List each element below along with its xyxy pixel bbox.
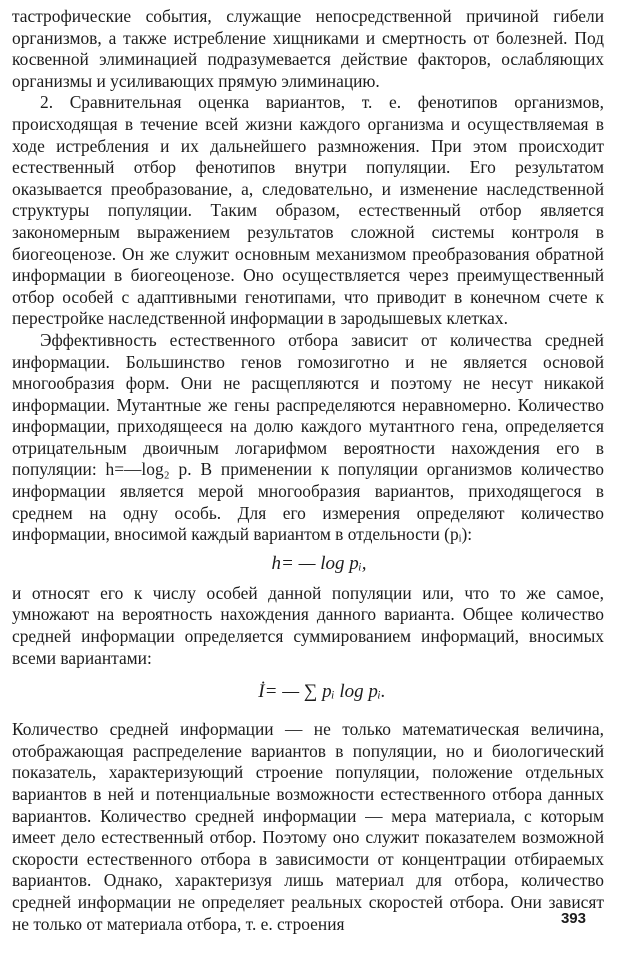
paragraph-3: Эффективность естественного отбора зависит от количества средней информации. Большинство генов гомозиготно и не является основой многообразия форм. Они не расщепляются и поэтому не несут никакой информации. Мутантные же гены распределяются неравномерно. Количество информации, приходящееся на долю каждого мутантного гена, определяется отрицательным двоичным логарифмом вероятности нахождения его в популяции: h=—log₂ p. В применении к популяции организмов количество информации является мерой многообразия вариантов, приходящегося в среднем на одну особь. Для его измерения определяют количество информации, вносимой каждый вариантом в отдельности (pᵢ): [12, 329, 604, 545]
paragraph-2: 2. Сравнительная оценка вариантов, т. е. фенотипов организмов, происходящая в течение всей жизни каждого организма и осуществляемая в ходе истребления и их дальнейшего размножения. При этом происходит естественный отбор фенотипов внутри популяции. Его результатом оказывается преобразование, а, следовательно, и изменение наследственной структуры популяции. Таким образом, естественный отбор является закономерным выражением результатов сложной системы контроля в биогеоценозе. Он же служит основным механизмом преобразования обратной информации в биогеоценозе. Оно осуществляется через преимущественный отбор особей с адаптивными генотипами, что приводит в конечном счете к перестройке наследственной информации в зародышевых клетках. [12, 92, 604, 329]
formula-information: h= — log pᵢ, [271, 552, 367, 574]
paragraph-5: Количество средней информации — не только математическая величина, отображающая распределение вариантов в популяции, но и биологический показатель, характеризующий строение популяции, положение отдельных вариантов в ней и потенциальные возможности естественного отбора данных вариантов. Количество средней информации — мера материала, с которым имеет дело естественный отбор. Поэтому оно служит показателем возможной скорости естественного отбора в зависимости от концентрации отбираемых вариантов. Однако, характеризуя лишь материал для отбора, количество средней информации не определяет реальных скоростей отбора. Они зависят не только от материала отбора, т. е. строения [12, 719, 604, 934]
page-number: 393 [560, 910, 586, 927]
formula-average-information: İ= — ∑ pᵢ log pᵢ. [258, 681, 386, 703]
paragraph-4: и относят его к числу особей данной популяции или, что то же самое, умножают на вероятность нахождения данного варианта. Общее количество средней информации определяется суммированием информаций, вносимых всеми вариантами: [12, 582, 604, 668]
paragraph-1: тастрофические события, служащие непосредственной причиной гибели организмов, а также истребление хищниками и смертность от болезней. Под косвенной элиминацией подразумевается действие факторов, ослабляющих организмы и усиливающих прямую элиминацию. [12, 6, 604, 91]
document-page [12, 6, 604, 935]
